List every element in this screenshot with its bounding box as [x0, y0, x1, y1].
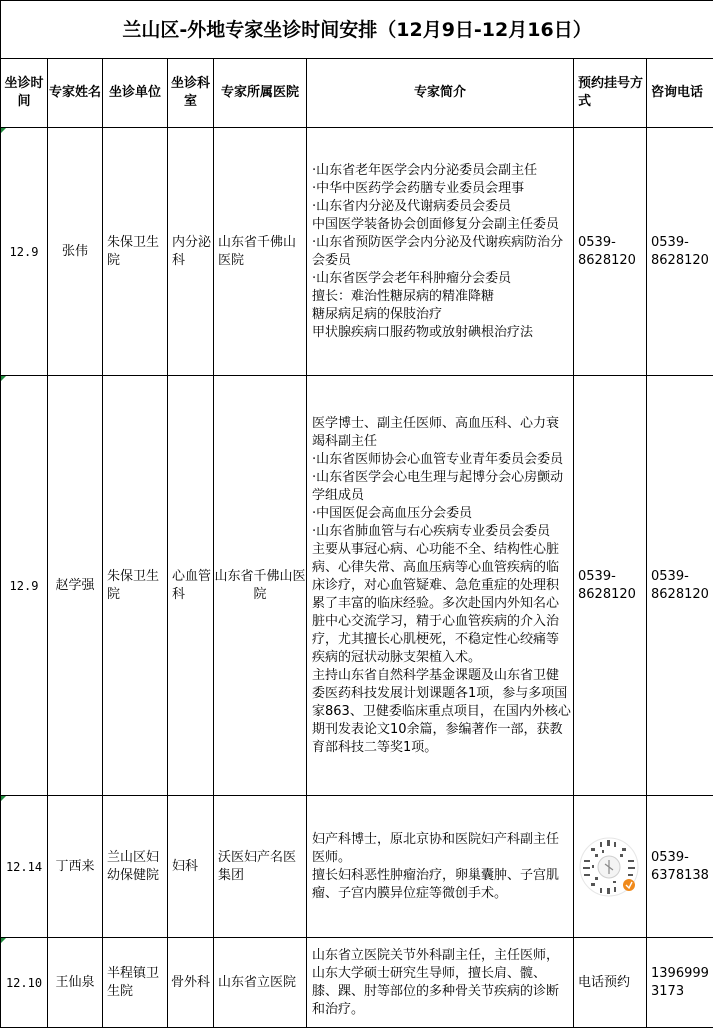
cell-name: 王仙泉	[48, 938, 103, 1028]
cell-name: 丁西来	[48, 796, 103, 938]
intro-line: ·山东省内分泌及代谢病委员会委员	[312, 198, 512, 214]
header-time: 坐诊时间	[1, 59, 48, 128]
intro-line: 糖尿病足病的保肢治疗	[312, 306, 443, 322]
badge-dot	[623, 879, 635, 891]
cell-booking	[574, 796, 647, 938]
cell-intro	[307, 376, 574, 796]
intro-line: 山东省立医院关节外科副主任，主任医师，山东大学硕士研究生导师，擅长肩、髋、膝、踝、肘等部位的多种骨关节疾病的诊断和治疗。	[312, 947, 560, 1017]
cell-intro	[307, 128, 574, 376]
intro-line: ·山东省医学会心电生理与起博分会心房颤动学组成员	[312, 469, 564, 503]
cell-marker	[1, 128, 6, 133]
cell-dept: 妇科	[168, 796, 214, 938]
intro-line: 甲状腺疾病口服药物或放射碘根治疗法	[312, 324, 534, 340]
table-row	[1, 796, 713, 938]
cell-phone: 0539-6378138	[647, 796, 713, 938]
intro-line: 擅长妇科恶性肿瘤治疗，卵巢囊肿、子宫肌瘤、子宫内膜异位症等微创手术。	[312, 867, 560, 901]
cell-hospital: 山东省千佛山医院	[214, 376, 307, 796]
cell-dept: 骨外科	[168, 938, 214, 1028]
cell-dept: 心血管科	[168, 376, 214, 796]
header-intro: 专家简介	[307, 59, 574, 128]
time-value: 12.10	[5, 975, 43, 990]
cell-hospital: 沃医妇产名医集团	[214, 796, 307, 938]
time-value: 12.9	[9, 578, 39, 593]
intro-line: ·山东省老年医学会内分泌委员会副主任	[312, 162, 538, 178]
cell-phone: 13969993173	[647, 938, 713, 1028]
cell-name: 赵学强	[48, 376, 103, 796]
cell-time	[1, 128, 48, 376]
header-name: 专家姓名	[48, 59, 103, 128]
header-hospital: 专家所属医院	[214, 59, 307, 128]
cell-hospital: 山东省千佛山医院	[214, 128, 307, 376]
header-row	[1, 59, 713, 128]
table-row	[1, 938, 713, 1028]
cell-time	[1, 796, 48, 938]
cell-phone: 0539-8628120	[647, 128, 713, 376]
intro-line: ·中华中医药学会药膳专业委员会理事	[312, 180, 525, 196]
intro-line: ·山东省医学会老年科肿瘤分会委员	[312, 270, 512, 286]
cell-marker	[1, 938, 6, 943]
cell-intro	[307, 938, 574, 1028]
cell-name: 张伟	[48, 128, 103, 376]
intro-line: ·山东省医师协会心血管专业青年委员会委员	[312, 451, 564, 467]
cell-booking: 0539-8628120	[574, 128, 647, 376]
intro-line: 中国医学装备协会创面修复分会副主任委员	[312, 216, 560, 232]
header-phone: 咨询电话	[647, 59, 713, 128]
cell-phone: 0539-8628120	[647, 376, 713, 796]
cell-unit: 朱保卫生院	[103, 376, 168, 796]
intro-line: ·山东省肺血管与右心疾病专业委员会委员	[312, 523, 551, 539]
table-row	[1, 128, 713, 376]
header-unit: 坐诊单位	[103, 59, 168, 128]
intro-line: 主要从事冠心病、心功能不全、结构性心脏病、心律失常、高血压病等心血管疾病的临床诊疗，对心血管疑难、急危重症的处理积累了丰富的临床经验。多次赴国内外知名心脏中心交流学习，精于心血管疾病的介入治疗，尤其擅长心肌梗死，不稳定性心绞痛等疾病的冠状动脉支架植入术。	[312, 541, 560, 665]
cell-unit: 朱保卫生院	[103, 128, 168, 376]
cell-unit: 半程镇卫生院	[103, 938, 168, 1028]
page-title: 兰山区-外地专家坐诊时间安排（12月9日-12月16日）	[1, 1, 713, 59]
intro-line: 擅长：难治性糖尿病的精准降糖	[312, 288, 495, 304]
cell-booking: 0539-8628120	[574, 376, 647, 796]
cell-time	[1, 938, 48, 1028]
intro-line: 主持山东省自然科学基金课题及山东省卫健委医药科技发展计划课题各1项，参与多项国家863、卫健委临床重点项目，在国内外核心期刊发表论文10余篇，参编著作一部，获教育部科技二等奖1项。	[312, 667, 571, 755]
cell-booking: 电话预约	[574, 938, 647, 1028]
time-value: 12.14	[5, 859, 43, 874]
cell-hospital: 山东省立医院	[214, 938, 307, 1028]
intro-line: 医学博士、副主任医师、高血压科、心力衰竭科副主任	[312, 415, 560, 449]
qr-code-icon[interactable]	[578, 836, 640, 898]
time-value: 12.9	[9, 244, 39, 259]
cell-time	[1, 376, 48, 796]
intro-line: ·山东省预防医学会内分泌及代谢疾病防治分会委员	[312, 234, 564, 268]
header-dept: 坐诊科室	[168, 59, 214, 128]
intro-line: ·中国医促会高血压分会委员	[312, 505, 473, 521]
cell-unit: 兰山区妇幼保健院	[103, 796, 168, 938]
table-row	[1, 376, 713, 796]
cell-intro	[307, 796, 574, 938]
cell-marker	[1, 376, 6, 381]
intro-line: 妇产科博士，原北京协和医院妇产科副主任医师。	[312, 831, 560, 865]
cell-marker	[1, 796, 6, 801]
cell-dept: 内分泌科	[168, 128, 214, 376]
header-booking: 预约挂号方式	[574, 59, 647, 128]
